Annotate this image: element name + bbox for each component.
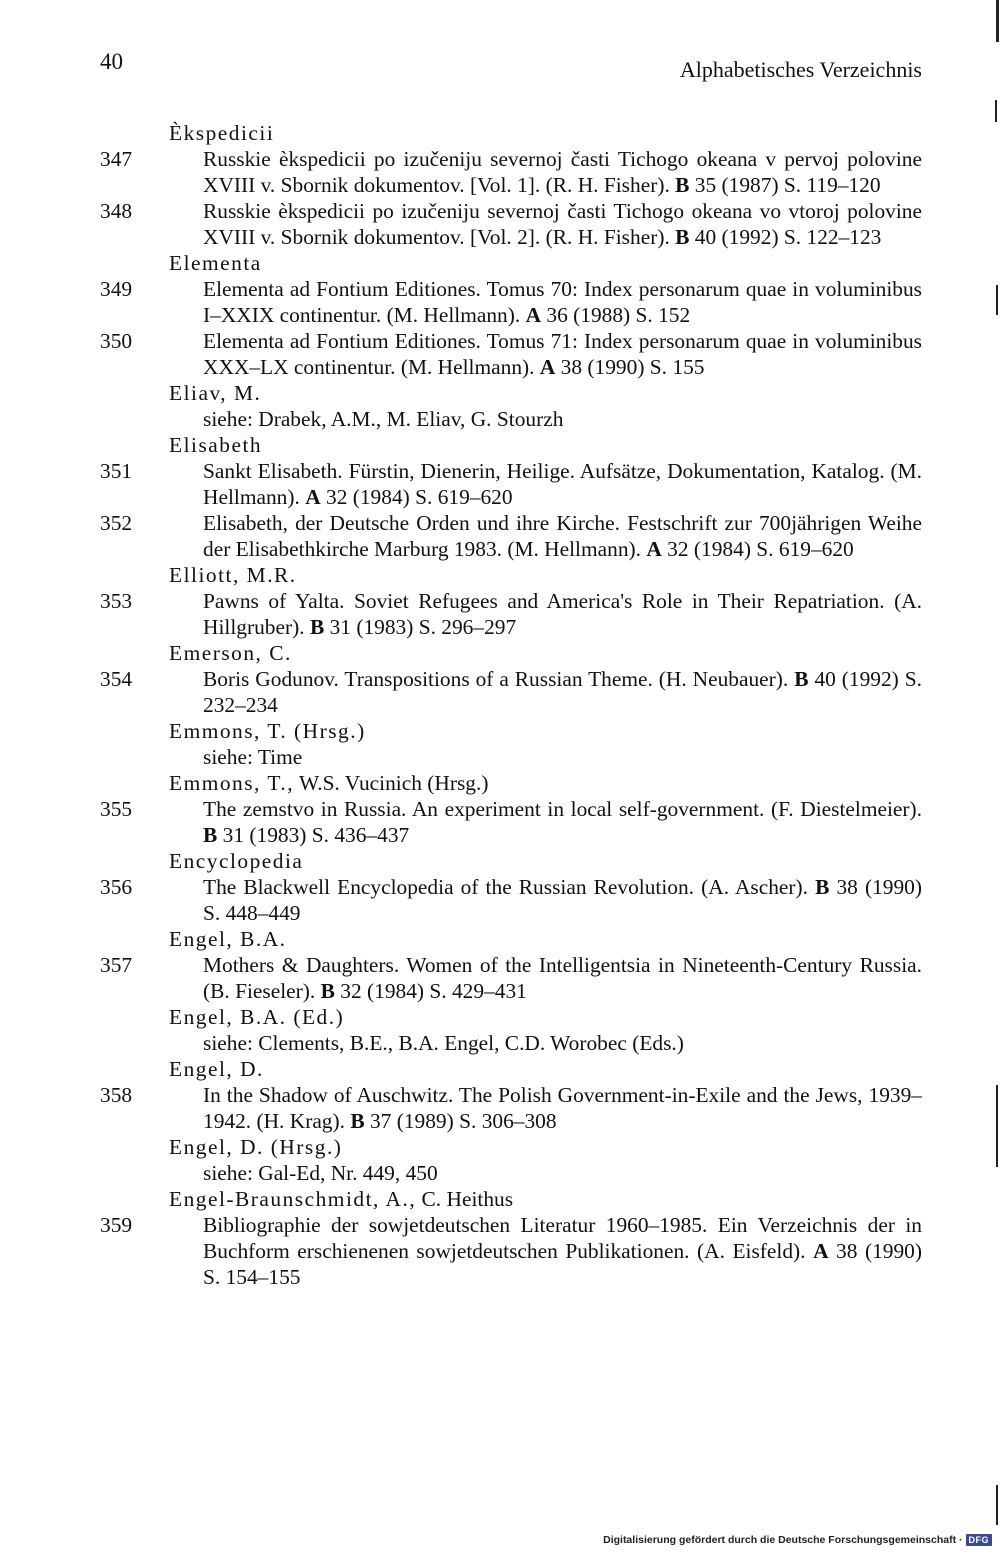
series-letter: B — [675, 225, 690, 249]
entry-text — [203, 276, 922, 328]
heading-name: Engel, D. — [169, 1057, 264, 1081]
cross-reference: siehe: Gal-Ed, Nr. 449, 450 — [203, 1161, 438, 1185]
heading-name: Eliav, M. — [169, 381, 262, 405]
cross-reference: siehe: Drabek, A.M., M. Eliav, G. Stourzh — [203, 407, 564, 431]
series-letter: B — [675, 173, 690, 197]
scan-edge-mark — [996, 0, 999, 42]
entry-number: 358 — [100, 1083, 133, 1107]
entry-number: 357 — [100, 953, 133, 977]
entry-citation: The Blackwell Encyclopedia of the Russian Revolution. (A. Ascher). — [203, 875, 808, 899]
series-letter: A — [305, 485, 321, 509]
entry-number: 359 — [100, 1213, 133, 1237]
cross-reference: siehe: Time — [203, 745, 303, 769]
heading-name: Engel, D. (Hrsg.) — [169, 1135, 343, 1159]
entry-number: 356 — [100, 875, 133, 899]
index-entry — [100, 796, 922, 848]
index-entry — [100, 276, 922, 328]
entry-number: 355 — [100, 797, 133, 821]
volume-reference: 31 (1983) S. 436–437 — [222, 823, 410, 847]
scan-edge-mark — [996, 285, 998, 315]
series-letter: B — [794, 667, 809, 691]
index-heading — [100, 926, 922, 952]
volume-reference: 32 (1984) S. 429–431 — [340, 979, 527, 1003]
entry-number: 348 — [100, 199, 133, 223]
entry-number: 352 — [100, 511, 133, 535]
index-heading — [100, 432, 922, 458]
heading-name: Engel, B.A. (Ed.) — [169, 1005, 345, 1029]
heading-name: Elliott, M.R. — [169, 563, 297, 587]
heading-name: Emerson, C. — [169, 641, 292, 665]
entry-citation: Boris Godunov. Transpositions of a Russian Theme. (H. Neubauer). — [203, 667, 789, 691]
index-entry — [100, 510, 922, 562]
heading-name: Èkspedicii — [169, 121, 275, 145]
heading-name: Engel-Braunschmidt, A., — [169, 1187, 417, 1211]
series-letter: B — [815, 875, 830, 899]
index-entry — [100, 874, 922, 926]
index-heading — [100, 120, 922, 146]
cross-reference: siehe: Clements, B.E., B.A. Engel, C.D. Worobec (Eds.) — [203, 1031, 684, 1055]
entry-number: 354 — [100, 667, 133, 691]
entry-text — [203, 588, 922, 640]
index-heading — [100, 1004, 922, 1030]
heading-name: Elementa — [169, 251, 262, 275]
index-heading — [100, 1186, 922, 1212]
series-letter: A — [539, 355, 556, 379]
entry-citation: Pawns of Yalta. Soviet Refugees and America's Role in Their Repatriation. (A. Hillgruber). — [203, 589, 922, 639]
entry-text — [203, 510, 922, 562]
entry-text — [203, 952, 922, 1004]
index-heading — [100, 848, 922, 874]
index-heading — [100, 380, 922, 406]
series-letter: A — [646, 537, 662, 561]
scan-edge-mark — [996, 1485, 998, 1525]
heading-name: Emmons, T., — [169, 771, 295, 795]
index-heading — [100, 562, 922, 588]
index-heading — [100, 1056, 922, 1082]
entry-text — [203, 198, 922, 250]
index-entry — [100, 666, 922, 718]
entry-citation: Elementa ad Fontium Editiones. Tomus 70: Index personarum quae in voluminibus I–XXIX continentur. (M. Hellmann). — [203, 277, 922, 327]
volume-reference: 38 (1990) S. 154–155 — [203, 1239, 922, 1289]
volume-reference: 32 (1984) S. 619–620 — [326, 485, 513, 509]
series-letter: A — [813, 1239, 829, 1263]
dfg-logo: DFG — [966, 1534, 993, 1546]
heading-coauthors: W.S. Vucinich (Hrsg.) — [294, 771, 489, 795]
volume-reference: 32 (1984) S. 619–620 — [667, 537, 854, 561]
running-title: Alphabetisches Verzeichnis — [679, 57, 922, 82]
entry-text — [203, 458, 922, 510]
entry-citation: Russkie èkspedicii po izučeniju severnoj časti Tichogo okeana v pervoj polovine XVIII v. Sbornik dokumentov. [Vol. 1]. (R. H. Fisher). — [203, 147, 922, 197]
volume-reference: 31 (1983) S. 296–297 — [329, 615, 517, 639]
volume-reference: 35 (1987) S. 119–120 — [694, 173, 881, 197]
volume-reference: 40 (1992) S. 122–123 — [694, 225, 882, 249]
scan-edge-mark — [996, 1085, 998, 1167]
volume-reference: 36 (1988) S. 152 — [546, 303, 691, 327]
volume-reference: 40 (1992) S. 232–234 — [203, 667, 922, 717]
funding-note: Digitalisierung gefördert durch die Deutsche Forschungsgemeinschaft · — [603, 1534, 963, 1546]
index-entry — [100, 588, 922, 640]
entry-citation: Mothers & Daughters. Women of the Intelligentsia in Nineteenth-Century Russia. (B. Fieseler). — [203, 953, 922, 1003]
entry-citation: In the Shadow of Auschwitz. The Polish Government-in-Exile and the Jews, 1939–1942. (H. Krag). — [203, 1083, 922, 1133]
index-entries — [100, 120, 922, 1290]
volume-reference: 38 (1990) S. 155 — [560, 355, 705, 379]
heading-coauthors: C. Heithus — [416, 1187, 514, 1211]
digitization-footer — [603, 1534, 992, 1546]
index-entry — [100, 1082, 922, 1134]
series-letter: B — [309, 615, 325, 639]
entry-citation: Elisabeth, der Deutsche Orden und ihre Kirche. Festschrift zur 700jährigen Weihe der Elisabethkirche Marburg 1983. (M. Hellmann). — [203, 511, 922, 561]
entry-number: 353 — [100, 589, 133, 613]
entry-citation: Elementa ad Fontium Editiones. Tomus 71: Index personarum quae in voluminibus XXX–LX continentur. (M. Hellmann). — [203, 329, 922, 379]
heading-name: Emmons, T. (Hrsg.) — [169, 719, 366, 743]
index-heading — [100, 640, 922, 666]
entry-text — [203, 146, 922, 198]
entry-text — [203, 1212, 922, 1290]
entry-number: 347 — [100, 147, 133, 171]
index-entry — [100, 458, 922, 510]
entry-text — [203, 666, 922, 718]
entry-citation: Sankt Elisabeth. Fürstin, Dienerin, Heilige. Aufsätze, Dokumentation, Katalog. (M. Hellmann). — [203, 459, 922, 509]
index-heading — [100, 718, 922, 744]
series-letter: B — [203, 823, 218, 847]
heading-name: Engel, B.A. — [169, 927, 287, 951]
heading-name: Encyclopedia — [169, 849, 304, 873]
series-letter: B — [350, 1109, 365, 1133]
volume-reference: 38 (1990) S. 448–449 — [203, 875, 922, 925]
index-entry — [100, 1212, 922, 1290]
entry-text — [203, 1082, 922, 1134]
index-entry — [100, 198, 922, 250]
index-entry — [100, 328, 922, 380]
entry-text — [203, 796, 922, 848]
entry-number: 351 — [100, 459, 133, 483]
entry-citation: The zemstvo in Russia. An experiment in local self-government. (F. Diestelmeier). — [203, 797, 922, 821]
volume-reference: 37 (1989) S. 306–308 — [369, 1109, 557, 1133]
series-letter: A — [525, 303, 542, 327]
index-heading — [100, 770, 922, 796]
index-entry — [100, 952, 922, 1004]
series-letter: B — [320, 979, 335, 1003]
scan-edge-mark — [995, 100, 997, 122]
entry-number: 350 — [100, 329, 133, 353]
entry-text — [203, 874, 922, 926]
index-heading — [100, 1134, 922, 1160]
entry-citation: Bibliographie der sowjetdeutschen Literatur 1960–1985. Ein Verzeichnis der in Buchform erschienenen sowjetdeutschen Publikationen. (A. Eisfeld). — [203, 1213, 922, 1263]
heading-name: Elisabeth — [169, 433, 263, 457]
page-number: 40 — [100, 49, 123, 74]
entry-text — [203, 328, 922, 380]
index-heading — [100, 250, 922, 276]
entry-number: 349 — [100, 277, 133, 301]
entry-citation: Russkie èkspedicii po izučeniju severnoj časti Tichogo okeana vo vtoroj polovine XVIII v. Sbornik dokumentov. [Vol. 2]. (R. H. Fisher). — [203, 199, 922, 249]
index-entry — [100, 146, 922, 198]
